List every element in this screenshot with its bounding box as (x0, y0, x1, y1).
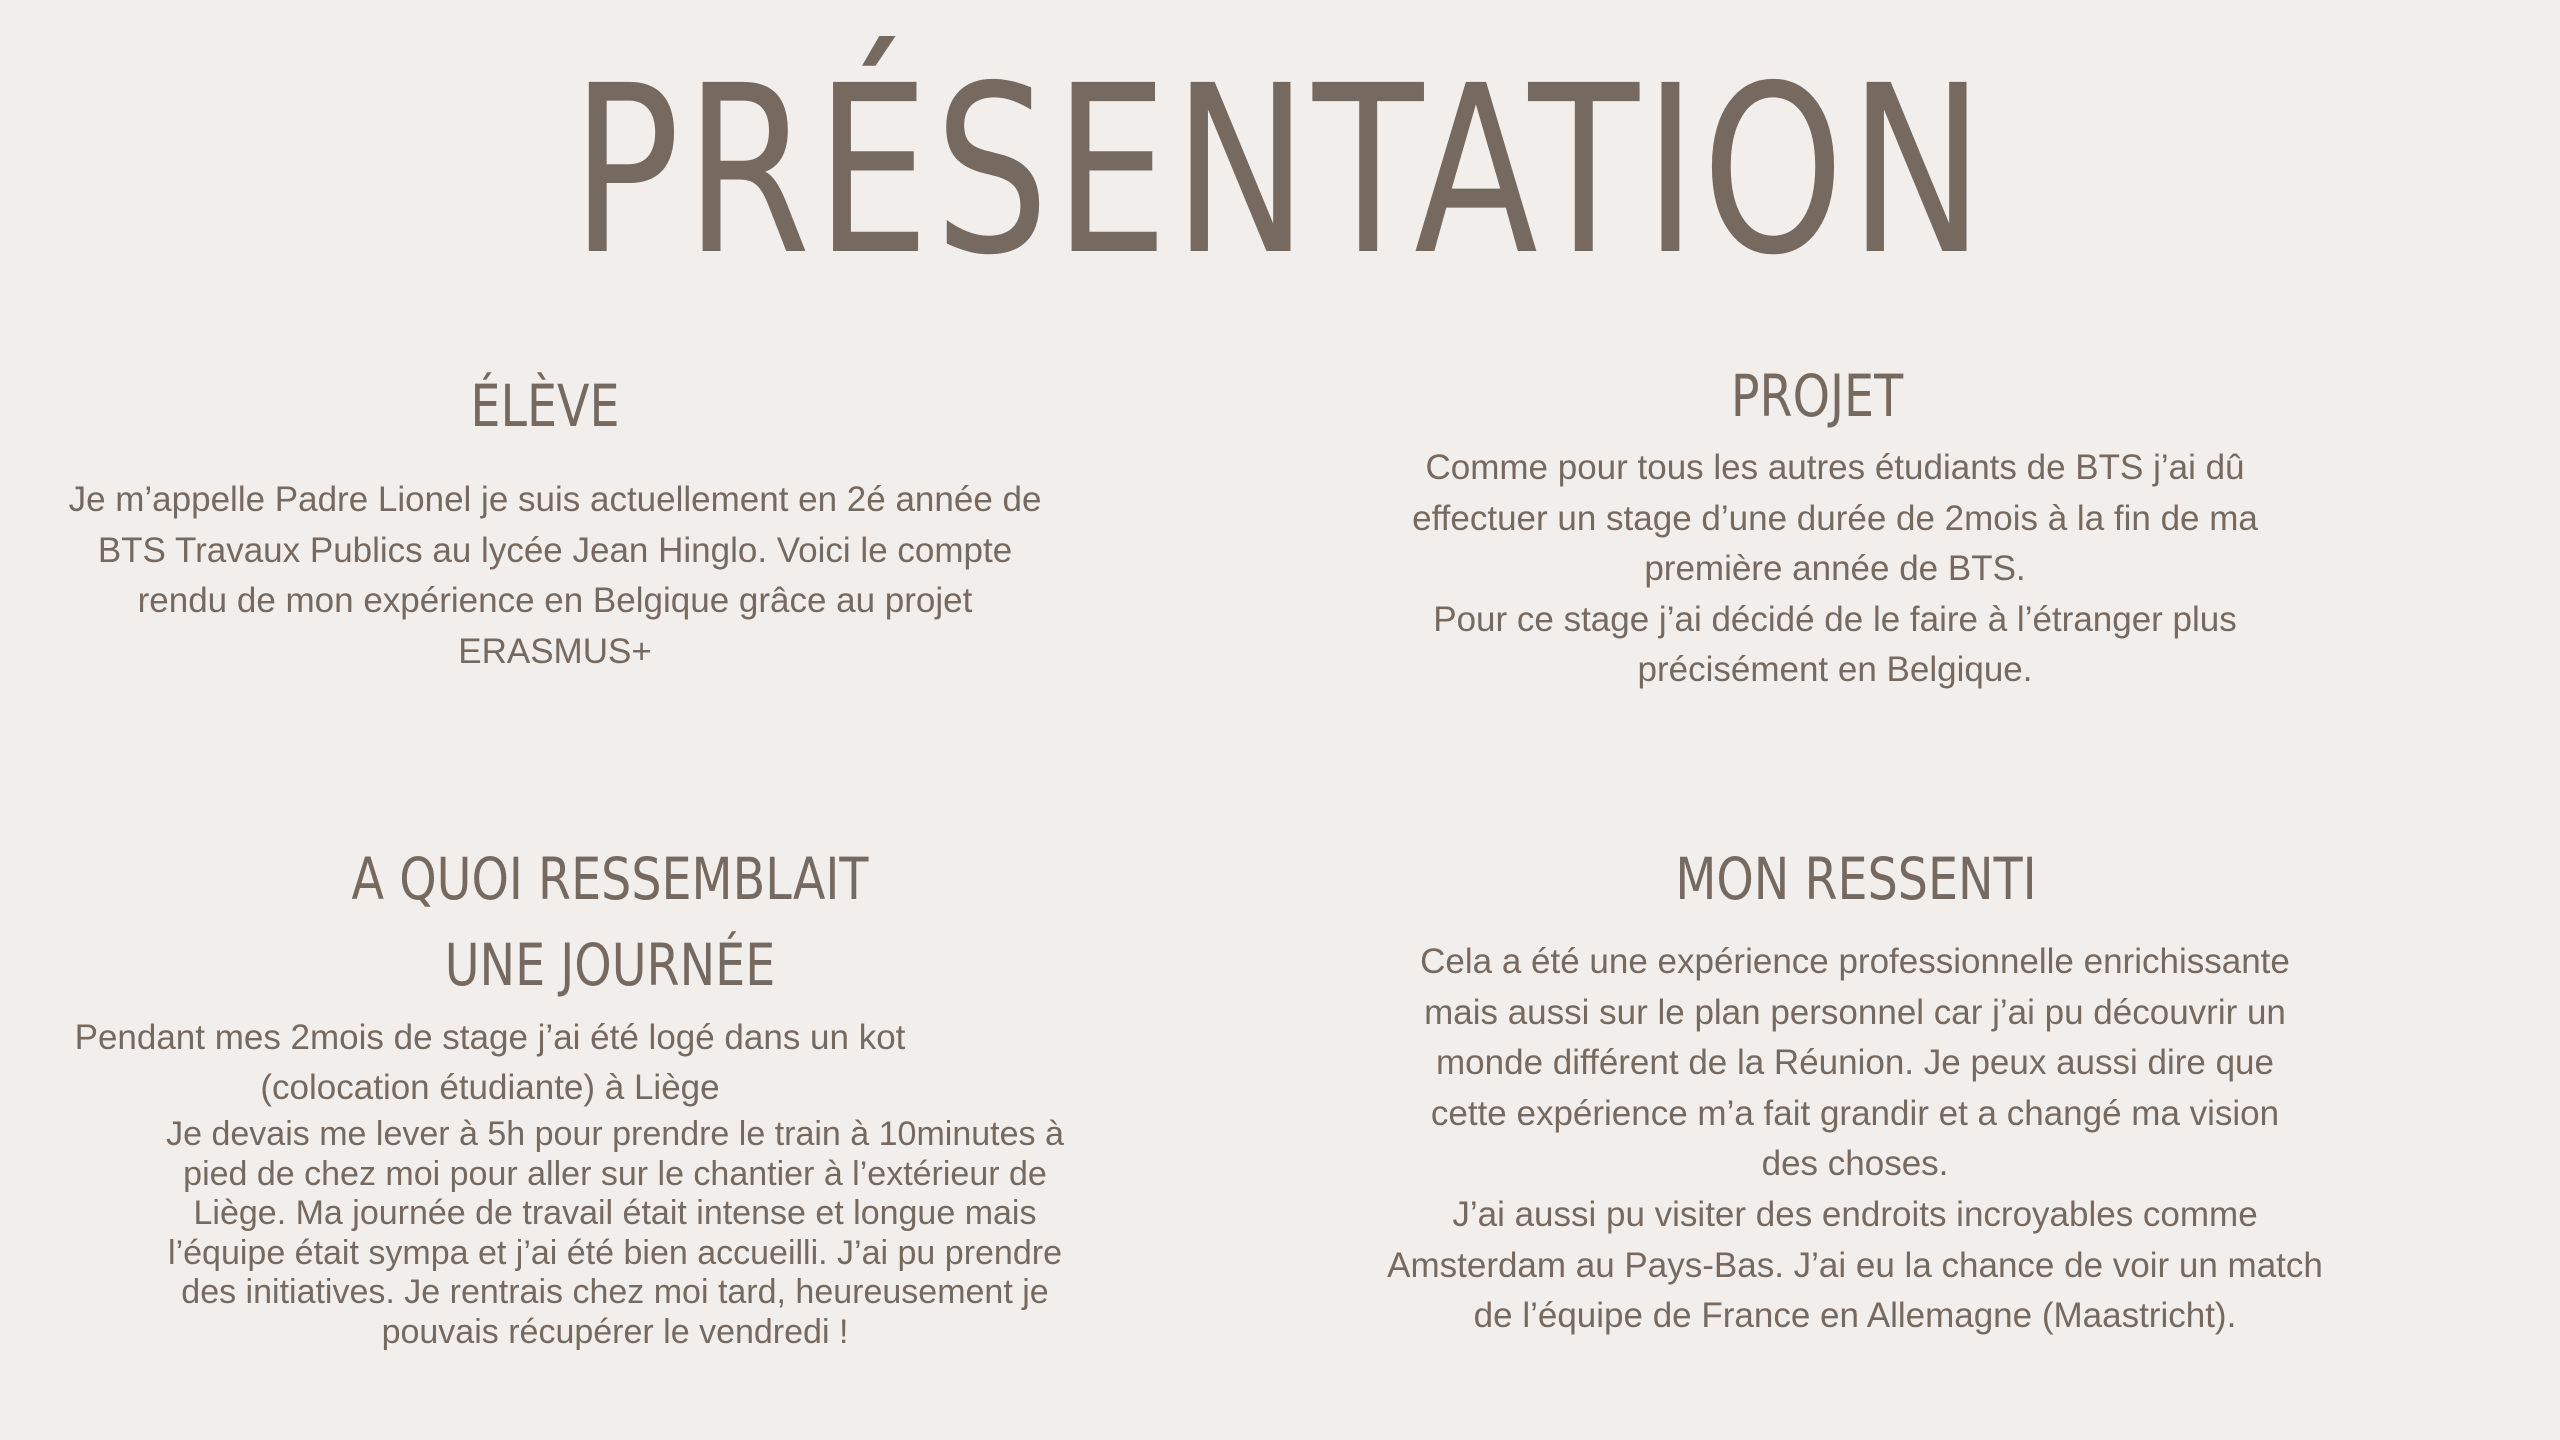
text-line: Cela a été une expérience professionnelle enrichissante (1420, 942, 2290, 981)
text-line: Je m’appelle Padre Lionel je suis actuellement en 2é année de (68, 480, 1042, 519)
text-line: pied de chez moi pour aller sur le chantier à l’extérieur de (183, 1154, 1047, 1193)
text-line: pouvais récupérer le vendredi ! (381, 1312, 849, 1351)
text-line: (colocation étudiante) à Liège (260, 1068, 720, 1107)
text-line: J’ai aussi pu visiter des endroits incroyables comme (1452, 1194, 2258, 1234)
text-line: mais aussi sur le plan personnel car j’ai pu découvrir un (1424, 992, 2286, 1032)
page-title: PRÉSENTATION (571, 36, 1989, 306)
section-heading-journee (282, 836, 938, 1008)
heading-line: UNE JOURNÉE (444, 931, 776, 999)
text-line: des initiatives. Je rentrais chez moi tard, heureusement je (181, 1273, 1049, 1312)
section-heading-ressenti: MON RESSENTI (1675, 845, 2037, 913)
text-line: monde différent de la Réunion. Je peux aussi dire que (1436, 1043, 2274, 1083)
section-heading-eleve: ÉLÈVE (470, 372, 620, 440)
text-line: de l’équipe de France en Allemagne (Maastricht). (1473, 1296, 2237, 1336)
text-line: Pour ce stage j’ai décidé de le faire à l’étranger plus (1433, 599, 2237, 639)
text-line: effectuer un stage d’une durée de 2mois à la fin de ma (1412, 498, 2258, 538)
text-line: cette expérience m’a fait grandir et a changé ma vision (1430, 1093, 2280, 1133)
section-heading-projet: PROJET (1730, 362, 1904, 430)
text-line: l’équipe était sympa et j’ai été bien accueilli. J’ai pu prendre (168, 1233, 1062, 1272)
heading-line: A QUOI RESSEMBLAIT (351, 845, 869, 913)
text-line: Amsterdam au Pays-Bas. J’ai eu la chance de voir un match (1387, 1245, 2323, 1285)
text-line: Liège. Ma journée de travail était intense et longue mais (193, 1194, 1037, 1233)
section-text-journee (100, 1115, 1130, 1353)
text-line: Je devais me lever à 5h pour prendre le train à 10minutes à (166, 1115, 1064, 1153)
text-line: ERASMUS+ (458, 631, 652, 671)
text-line: précisément en Belgique. (1637, 650, 2033, 689)
section-intro-journee (40, 1013, 940, 1113)
section-text-projet (1340, 443, 2330, 696)
text-line: des choses. (1761, 1144, 1949, 1184)
section-text-eleve (30, 475, 1080, 677)
text-line: première année de BTS. (1644, 549, 2026, 588)
text-line: rendu de mon expérience en Belgique grâce au projet (137, 581, 973, 620)
section-text-ressenti (1340, 937, 2370, 1342)
text-line: Comme pour tous les autres étudiants de BTS j’ai dû (1425, 448, 2245, 487)
text-line: Pendant mes 2mois de stage j’ai été logé dans un kot (74, 1018, 906, 1057)
text-line: BTS Travaux Publics au lycée Jean Hinglo. Voici le compte (97, 530, 1013, 570)
